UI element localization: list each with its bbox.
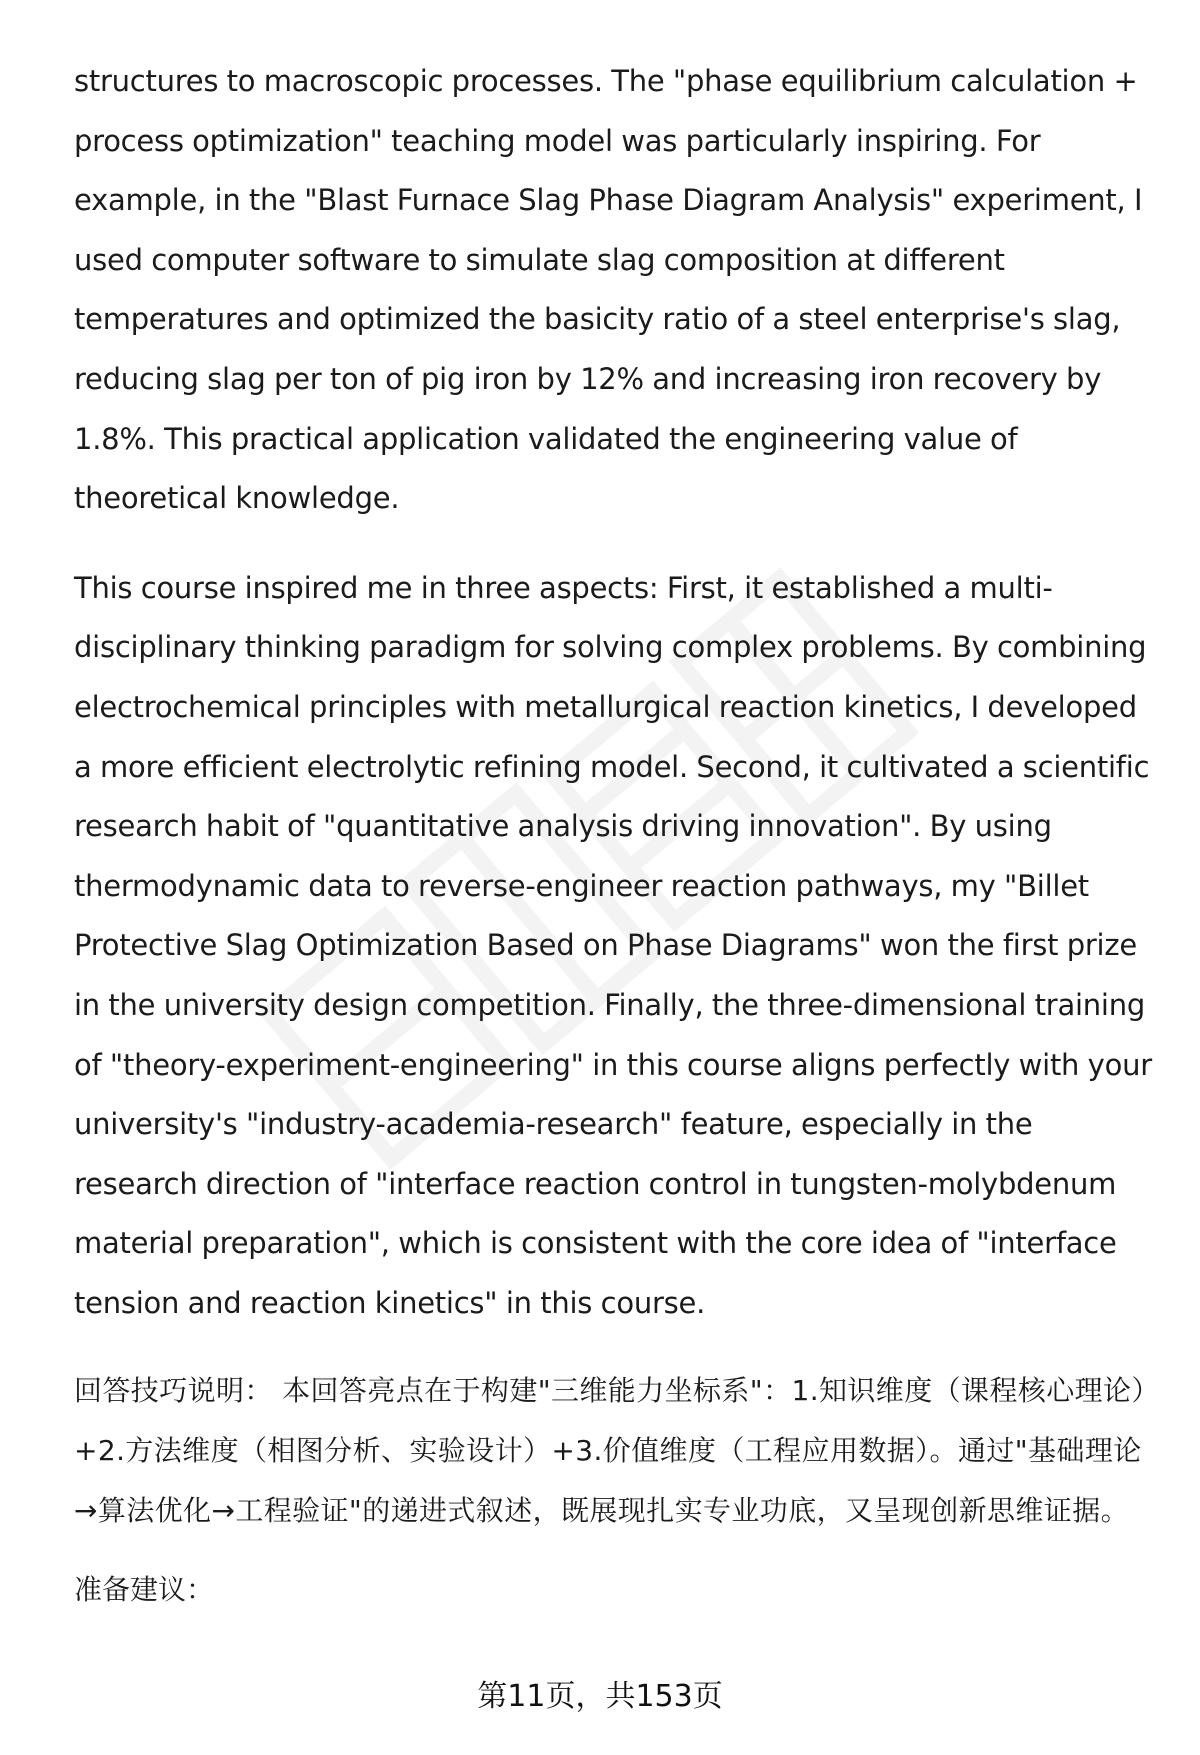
page-number-footer: 第11页，共153页 [477,1679,723,1714]
answer-tip-label: 回答技巧说明： [74,1374,273,1408]
paragraph-course-inspiration: This course inspired me in three aspects: First, it established a multi-disciplinary thinking paradigm for solving complex problems. By combining electrochemical principles with metallurgical reaction kinetics, I developed a more efficient electrolytic refining model. Second, it cultivated a scientific research habit of "quantitative analysis driving innovation". By using thermodynamic data to reverse-engineer reaction pathways, my "Billet Protective Slag Optimization Based on Phase Diagrams" won the first prize in the university design competition. Finally, the three-dimensional training of "theory-experiment-engineering" in this course aligns perfectly with your university's "industry-academia-research" feature, especially in the research direction of "interface reaction control in tungsten-molybdenum material preparation", which is consistent with the core idea of "interface tension and reaction kinetics" in this course. [74,570,1152,1320]
document-body [74,52,1154,1612]
preparation-advice-heading: 准备建议： [74,1573,215,1607]
paragraph-phase-diagram-experiment: structures to macroscopic processes. The "phase equilibrium calculation + process optimization" teaching model was particularly inspiring. For example, in the "Blast Furnace Slag Phase Diagram Analysis" experiment, I used computer software to simulate slag composition at different temperatures and optimized the basicity ratio of a steel enterprise's slag, reducing slag per ton of pig iron by 12% and increasing iron recovery by 1.8%. This practical application validated the engineering value of theoretical knowledge. [74,64,1143,516]
answer-tip-paragraph [74,1361,1154,1540]
answer-tip-text: 本回答亮点在于构建"三维能力坐标系"：1.知识维度（课程核心理论）+2.方法维度（相图分析、实验设计）+3.价值维度（工程应用数据）。通过"基础理论→算法优化→工程验证"的递进式叙述，既展现扎实专业功底，又呈现创新思维证据。 [74,1374,1146,1527]
